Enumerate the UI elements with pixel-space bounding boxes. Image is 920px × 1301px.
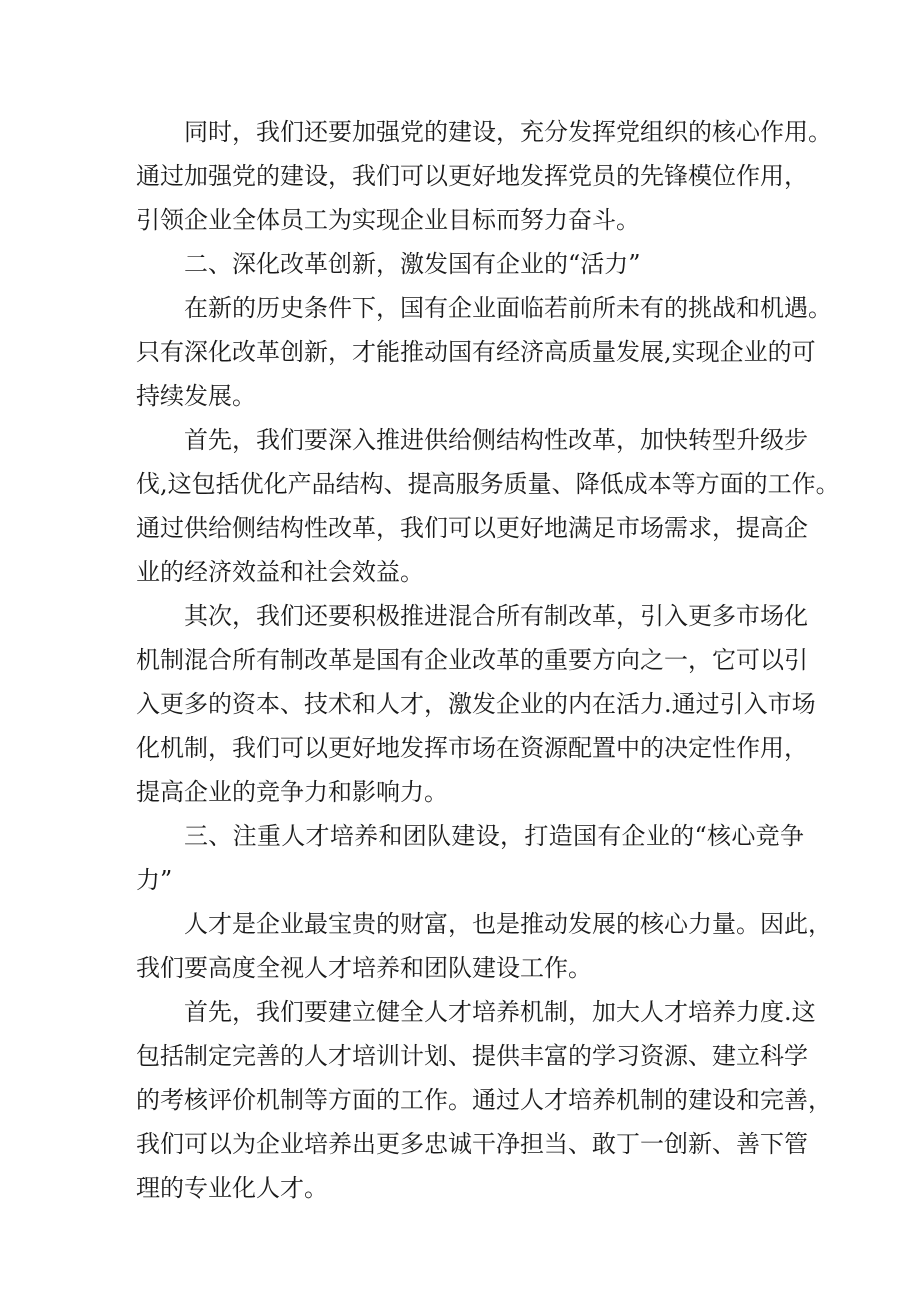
section-heading-continuation: 力” xyxy=(136,866,173,894)
text-line: 我们可以为企业培养出更多忠诚干净担当、敢丁一创新、善下管 xyxy=(136,1130,808,1158)
text-line: 首先，我们要深入推进供给侧结构性改革，加快转型升级步 xyxy=(184,426,808,454)
text-line: 我们要高度全视人才培养和团队建设工作。 xyxy=(136,954,592,982)
text-line: 持续发展。 xyxy=(136,382,256,410)
text-line: 化机制，我们可以更好地发挥市场在资源配置中的决定性作用， xyxy=(136,734,808,762)
text-line: 提高企业的竞争力和影响力。 xyxy=(136,778,448,806)
document-body xyxy=(136,110,840,1210)
text-line: 业的经济效益和社会效益。 xyxy=(136,558,424,586)
text-line: 伐,这包括优化产品结构、提高服务质量、降低成本等方面的工作。 xyxy=(136,470,840,498)
text-line: 通过加强党的建设，我们可以更好地发挥党员的先锋模位作用， xyxy=(136,162,808,190)
section-heading: 三、注重人才培养和团队建设，打造国有企业的“核心竞争 xyxy=(184,822,804,850)
text-line: 的考核评价机制等方面的工作。通过人才培养机制的建设和完善， xyxy=(136,1086,832,1114)
text-line: 包括制定完善的人才培训计划、提供丰富的学习资源、建立科学 xyxy=(136,1042,808,1070)
text-line: 在新的历史条件下，国有企业面临若前所未有的挑战和机遇。 xyxy=(184,294,832,322)
text-line: 人才是企业最宝贵的财富，也是推动发展的核心力量。因此， xyxy=(184,910,832,938)
text-line: 只有深化改革创新，才能推动国有经济高质量发展,实现企业的可 xyxy=(136,338,816,366)
text-line: 通过供给侧结构性改革，我们可以更好地满足市场需求，提高企 xyxy=(136,514,808,542)
section-heading: 二、深化改革创新，激发国有企业的“活力” xyxy=(184,250,641,278)
text-line: 机制混合所有制改革是国有企业改革的重要方向之一，它可以引 xyxy=(136,646,808,674)
text-line: 入更多的资本、技术和人才，激发企业的内在活力.通过引入市场 xyxy=(136,690,816,718)
text-line: 引领企业全体员工为实现企业目标而努力奋斗。 xyxy=(136,206,640,234)
text-line: 同时，我们还要加强党的建设，充分发挥党组织的核心作用。 xyxy=(184,118,832,146)
text-line: 首先，我们要建立健全人才培养机制，加大人才培养力度.这 xyxy=(184,998,816,1026)
text-line: 其次，我们还要积极推进混合所有制改革，引入更多市场化 xyxy=(184,602,808,630)
text-line: 理的专业化人才。 xyxy=(136,1174,328,1202)
